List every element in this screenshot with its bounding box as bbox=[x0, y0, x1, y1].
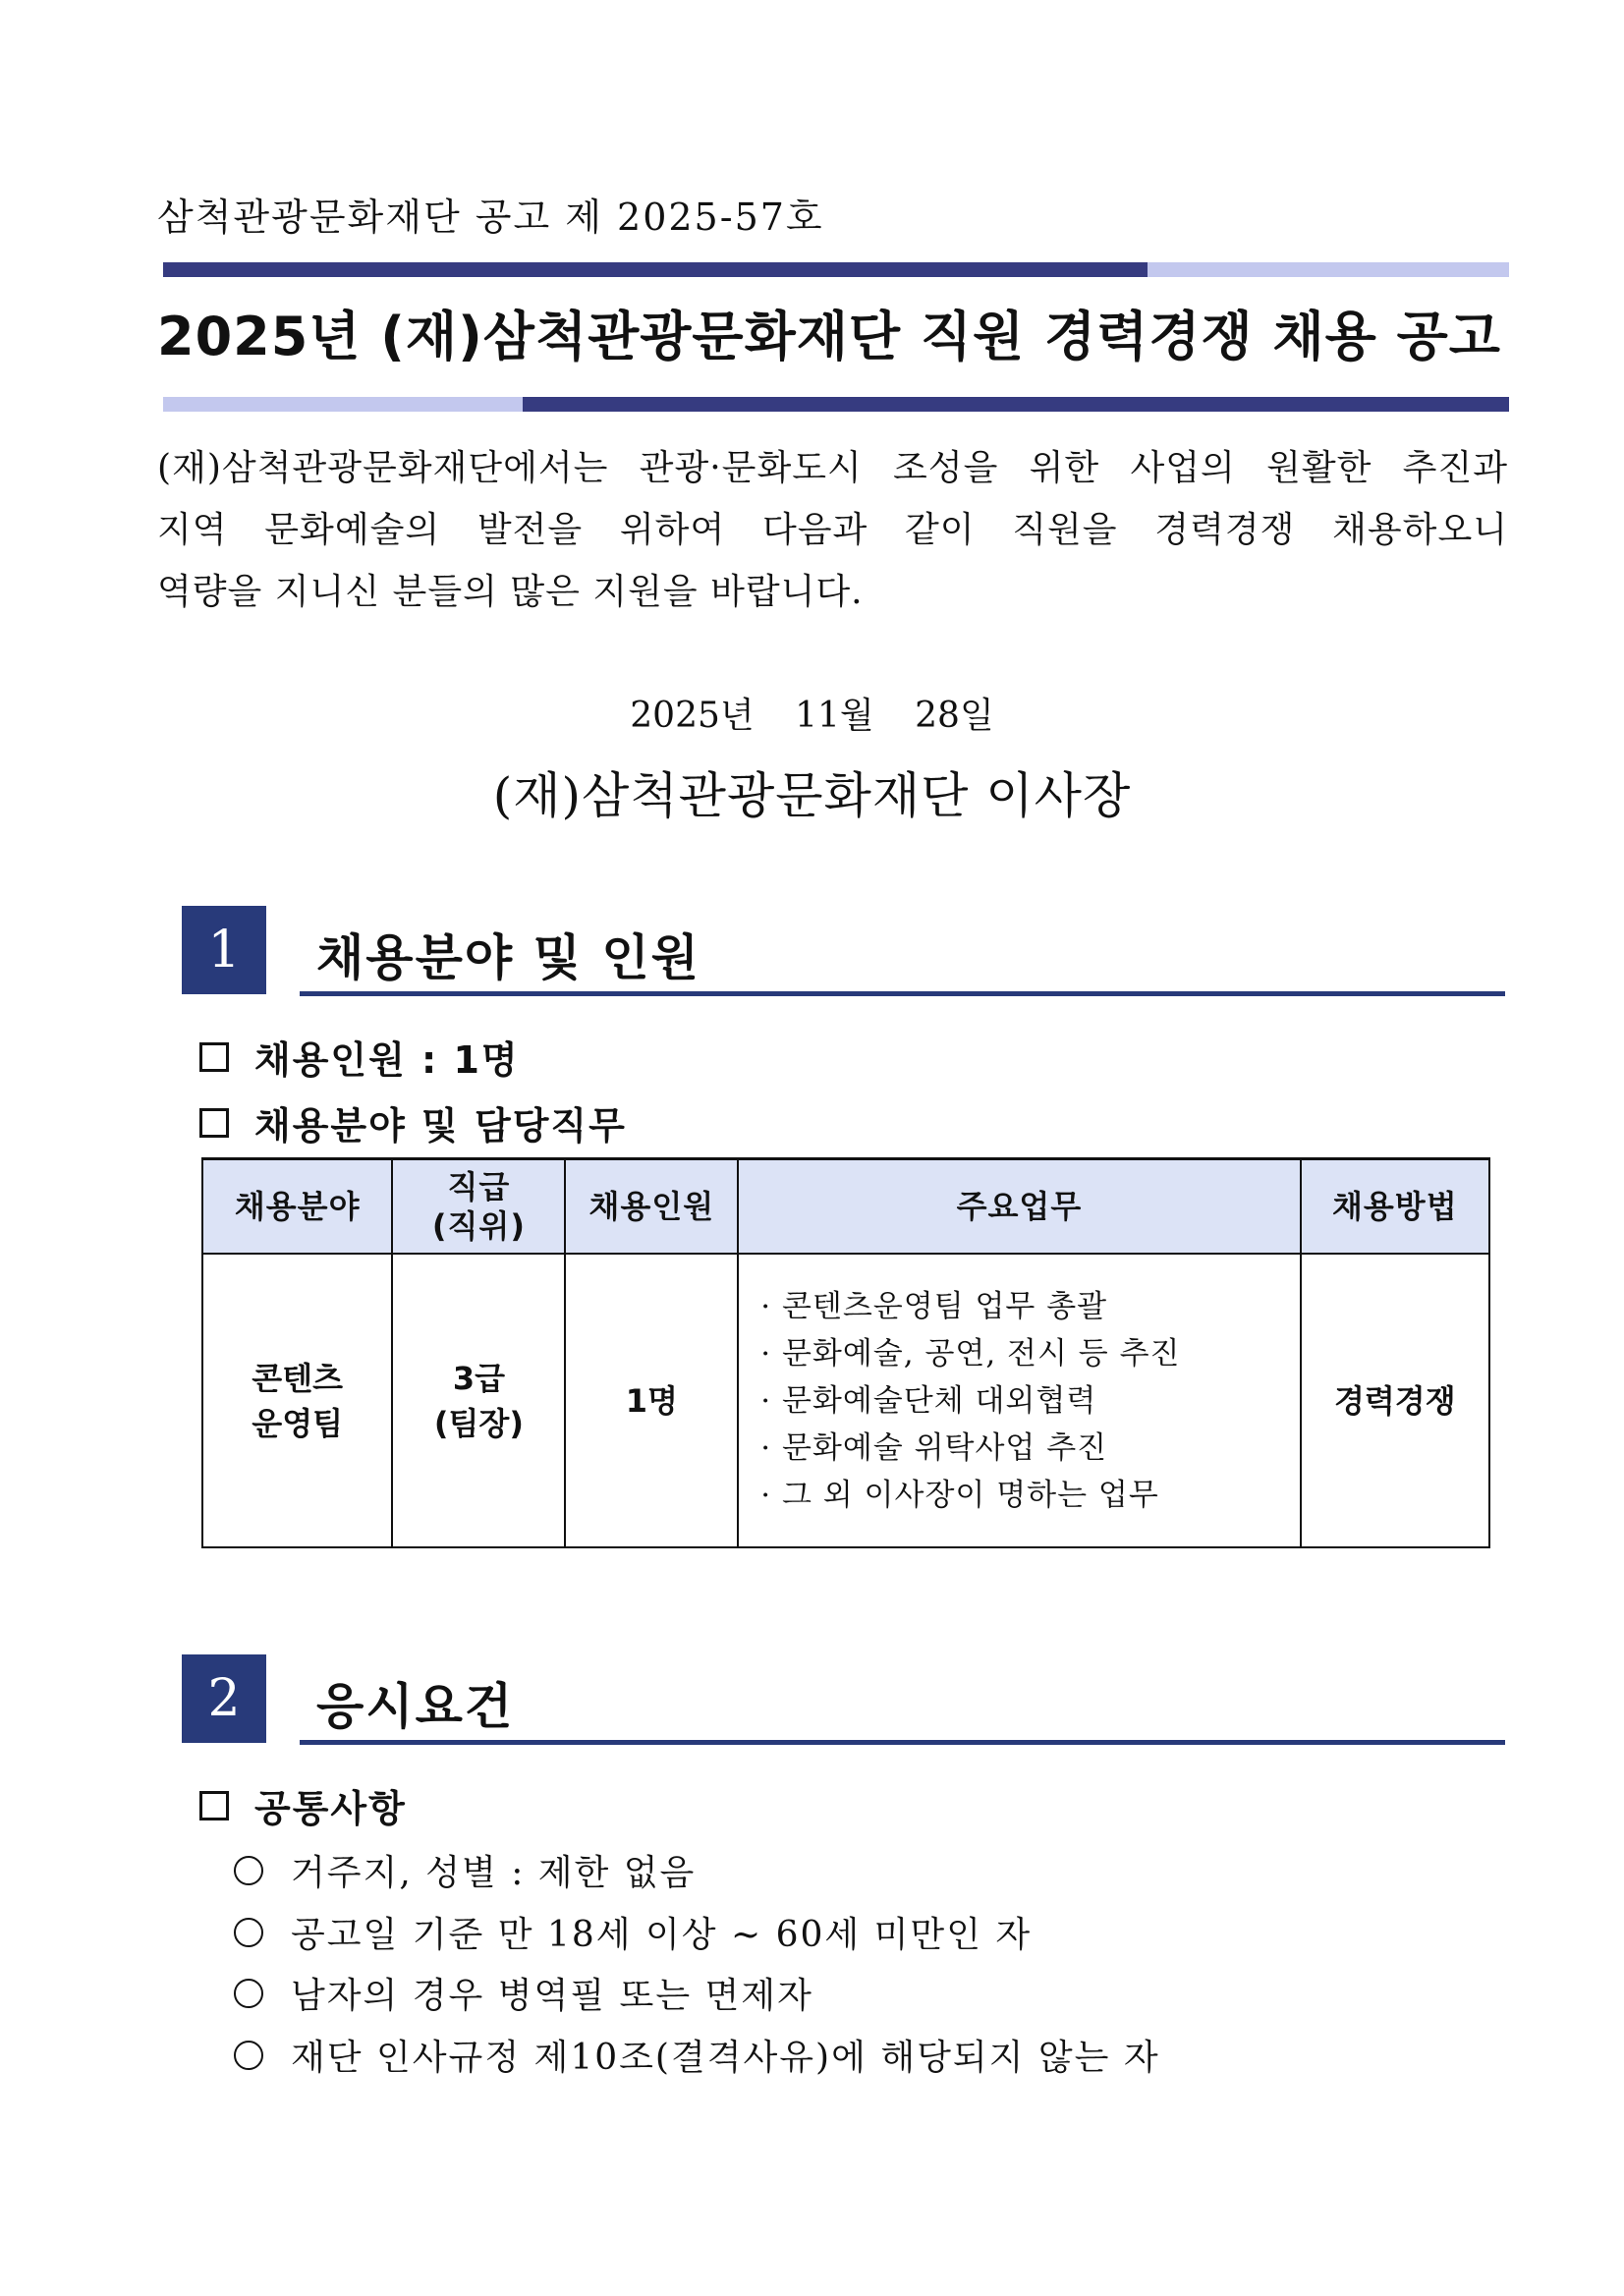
section-underline bbox=[300, 1740, 1505, 1745]
notice-number: 삼척관광문화재단 공고 제 2025-57호 bbox=[157, 196, 824, 239]
intro-line: 역량을 지니신 분들의 많은 지원을 바랍니다. bbox=[157, 572, 864, 612]
checklist-item-label: 채용인원 : 1명 bbox=[254, 1038, 520, 1082]
header-duties: 주요업무 bbox=[738, 1159, 1300, 1255]
duty-item: · 문화예술 위탁사업 추진 bbox=[760, 1429, 1108, 1466]
header-count: 채용인원 bbox=[565, 1159, 738, 1255]
duty-item: · 문화예술, 공연, 전시 등 추진 bbox=[760, 1335, 1181, 1372]
header-grade: 직급 (직위) bbox=[392, 1159, 565, 1255]
intro-paragraph bbox=[157, 437, 1508, 623]
checklist-item-label: 채용분야 및 담당직무 bbox=[254, 1104, 627, 1148]
condition-item bbox=[234, 1845, 696, 1895]
cell-grade: 3급 (팀장) bbox=[392, 1254, 565, 1547]
square-bullet-icon bbox=[199, 1042, 229, 1072]
signer: (재)삼척관광문화재단 이사장 bbox=[492, 767, 1132, 824]
section-title: 응시요건 bbox=[316, 1678, 515, 1735]
condition-text: 공고일 기준 만 18세 이상 ~ 60세 미만인 자 bbox=[291, 1915, 1033, 1955]
header-method: 채용방법 bbox=[1301, 1159, 1489, 1255]
circle-bullet-icon bbox=[234, 1856, 263, 1885]
checklist-item bbox=[199, 1030, 520, 1084]
checklist-item-label: 공통사항 bbox=[254, 1787, 407, 1830]
table-header-row bbox=[202, 1159, 1489, 1255]
duty-item: · 그 외 이사장이 명하는 업무 bbox=[760, 1477, 1159, 1513]
section-number: 1 bbox=[182, 906, 266, 994]
section-underline bbox=[300, 991, 1505, 996]
section-title: 채용분야 및 인원 bbox=[316, 929, 700, 986]
circle-bullet-icon bbox=[234, 2041, 263, 2070]
circle-bullet-icon bbox=[234, 1979, 263, 2008]
condition-item bbox=[234, 1907, 1032, 1957]
section-number: 2 bbox=[182, 1654, 266, 1743]
condition-text: 거주지, 성별 : 제한 없음 bbox=[291, 1853, 697, 1893]
duty-item: · 문화예술단체 대외협력 bbox=[760, 1382, 1097, 1419]
table-row bbox=[202, 1254, 1489, 1547]
circle-bullet-icon bbox=[234, 1918, 263, 1947]
recruitment-table bbox=[201, 1157, 1490, 1548]
title-bar-top-light bbox=[1148, 262, 1509, 277]
title-bar-bottom-dark bbox=[523, 397, 1509, 412]
intro-line: (재)삼척관광문화재단에서는 관광·문화도시 조성을 위한 사업의 원활한 추진과 bbox=[157, 448, 1508, 488]
cell-field: 콘텐츠 운영팀 bbox=[202, 1254, 392, 1547]
title-bar-top-dark bbox=[163, 262, 1148, 277]
checklist-item bbox=[199, 1095, 627, 1149]
cell-method: 경력경쟁 bbox=[1301, 1254, 1489, 1547]
condition-text: 남자의 경우 병역필 또는 면제자 bbox=[291, 1976, 813, 2016]
header-field: 채용분야 bbox=[202, 1159, 392, 1255]
condition-item bbox=[234, 1968, 813, 2018]
condition-text: 재단 인사규정 제10조(결격사유)에 해당되지 않는 자 bbox=[291, 2038, 1160, 2078]
duty-item: · 콘텐츠운영팀 업무 총괄 bbox=[760, 1288, 1108, 1324]
title-bar-bottom-light bbox=[163, 397, 523, 412]
intro-line: 지역 문화예술의 발전을 위하여 다음과 같이 직원을 경력경쟁 채용하오니 bbox=[157, 510, 1508, 550]
cell-duties bbox=[738, 1254, 1300, 1547]
condition-item bbox=[234, 2030, 1160, 2080]
square-bullet-icon bbox=[199, 1791, 229, 1820]
square-bullet-icon bbox=[199, 1108, 229, 1138]
notice-date: 2025년 11월 28일 bbox=[630, 696, 994, 736]
checklist-item bbox=[199, 1778, 407, 1832]
cell-count: 1명 bbox=[565, 1254, 738, 1547]
document-title: 2025년 (재)삼척관광문화재단 직원 경력경쟁 채용 공고 bbox=[157, 306, 1501, 367]
